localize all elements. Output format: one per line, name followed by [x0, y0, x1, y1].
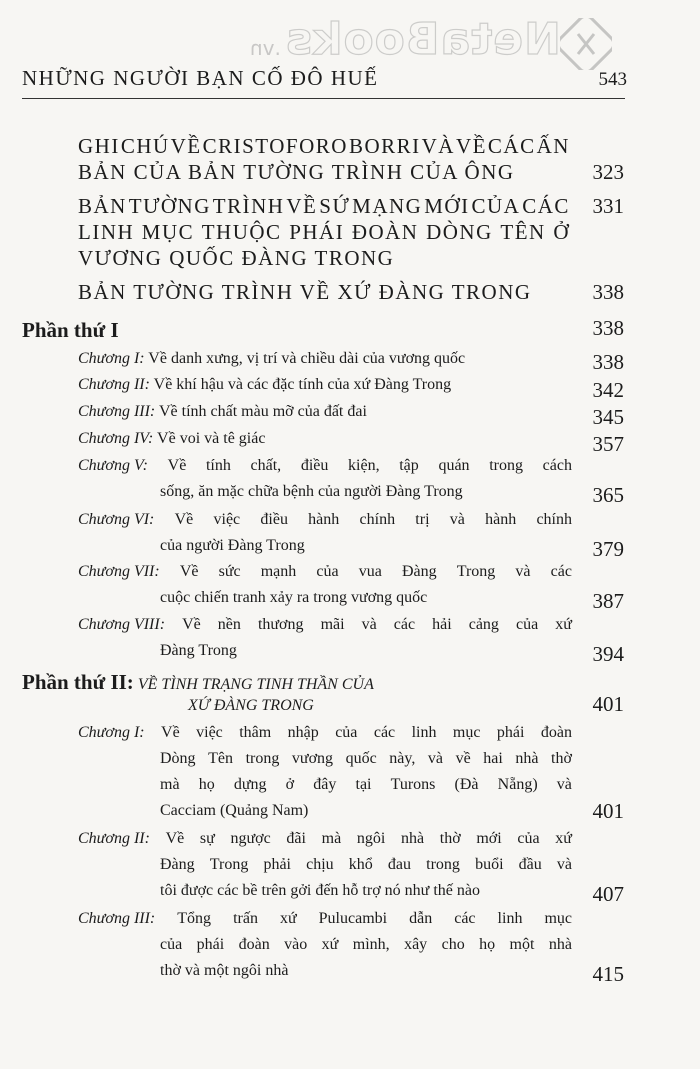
toc-chapter-line-1 [78, 457, 572, 475]
chapter-title: Về khí hậu và các đặc tính của xứ Đàng Trong [149, 376, 452, 393]
toc-word: sức [218, 563, 241, 580]
toc-word: các [454, 910, 476, 927]
toc-word: phái [196, 936, 225, 953]
toc-word: vua [358, 563, 382, 580]
toc-word: quốc [345, 750, 377, 767]
toc-word: MỚI [424, 194, 470, 218]
toc-word: CRISTOFORO [202, 134, 348, 158]
toc-word: của [517, 830, 540, 847]
toc-word: nhà [548, 936, 572, 953]
toc-word: CÁC [522, 194, 570, 218]
toc-word: nhập [287, 724, 319, 741]
toc-word: ngược [230, 830, 271, 847]
toc-word: trong [489, 457, 523, 474]
toc-word: thờ [551, 750, 572, 767]
toc-line-ghi-chu-2: BẢN CỦA BẢN TƯỜNG TRÌNH CỦA ÔNG [78, 160, 515, 184]
toc-line-ghi-chu-1 [78, 134, 570, 159]
toc-word: hành [308, 511, 340, 528]
chapter-title: Về danh xưng, vị trí và chiều dài của vương quốc [144, 350, 466, 367]
toc-word: sự [199, 830, 215, 847]
toc-word: mà [321, 830, 342, 847]
toc-word: ở [285, 776, 295, 793]
toc-word: linh [411, 724, 437, 741]
toc-word: BORRI [348, 134, 421, 158]
toc-chapter [78, 403, 367, 421]
toc-word: đãi [286, 830, 306, 847]
toc-word: đoàn [540, 724, 572, 741]
chapter-label: Chương II: [78, 830, 150, 847]
toc-word: THUỘC [201, 220, 282, 244]
toc-word: trong [426, 856, 460, 873]
header-rule [22, 98, 625, 99]
toc-word: của [160, 936, 183, 953]
toc-word: ĐOÀN [351, 220, 419, 244]
toc-word: Về [182, 616, 201, 633]
toc-chapter-line-1 [78, 563, 572, 581]
toc-page: 338 [592, 350, 624, 374]
toc-word: ẤN [536, 134, 570, 158]
toc-word: MẠNG [352, 194, 423, 218]
toc-word: các [393, 616, 416, 633]
toc-chapter [78, 430, 265, 448]
toc-line-ban-tuong-trinh: BẢN TƯỜNG TRÌNH VỀ XỨ ĐÀNG TRONG [78, 280, 532, 304]
toc-word: tính [205, 457, 231, 474]
toc-word: Tên [208, 750, 233, 767]
toc-word: Về [174, 511, 194, 528]
book-title: NHỮNG NGƯỜI BẠN CỐ ĐÔ HUẾ [22, 66, 379, 90]
toc-word: cách [542, 457, 572, 474]
toc-word: Về [167, 457, 187, 474]
toc-word: tại [355, 776, 372, 793]
toc-page: 394 [592, 642, 624, 666]
toc-word: Ở [553, 220, 570, 244]
toc-word: Dòng [160, 750, 196, 767]
toc-word: đầu [518, 856, 542, 873]
toc-word: tập [399, 457, 419, 474]
toc-page: 357 [592, 432, 624, 456]
toc-word: Tổng [177, 910, 212, 927]
toc-chapter-line-1 [78, 511, 572, 529]
chapter-label: Chương III: [78, 910, 156, 927]
toc-word: DÒNG [426, 220, 493, 244]
part-label: Phần thứ II: [22, 670, 134, 694]
toc-chapter-line-1 [78, 830, 572, 848]
toc-word: và [361, 616, 377, 633]
toc-word: mục [544, 910, 572, 927]
toc-word: việc [213, 511, 241, 528]
toc-word: xứ [321, 936, 339, 953]
toc-word: điều [300, 457, 329, 474]
toc-word: dẫn [409, 910, 433, 927]
chapter-label: Chương VIII: [78, 616, 166, 633]
toc-word: thờ [439, 830, 461, 847]
toc-word: SỨ [319, 194, 351, 218]
toc-page: 338 [592, 316, 624, 340]
toc-page: 365 [592, 483, 624, 507]
toc-word: VỀ [170, 134, 202, 158]
toc-chapter-line-2: Đàng Trong [160, 642, 237, 659]
toc-word: mà [160, 776, 180, 793]
toc-word: vào [284, 936, 308, 953]
toc-word: chất, [250, 457, 282, 474]
toc-word: dựng [233, 776, 267, 793]
toc-word: họ [198, 776, 215, 793]
toc-word: trong [245, 750, 280, 767]
toc-word: quán [438, 457, 470, 474]
toc-page: 387 [592, 589, 624, 613]
toc-word: Nẵng) [497, 776, 538, 793]
chapter-label: Chương IV: [78, 430, 154, 447]
toc-word: đau [387, 856, 412, 873]
toc-word: LINH [78, 220, 135, 244]
toc-word: mình, [352, 936, 390, 953]
toc-word: nhà [515, 750, 539, 767]
chapter-label: Chương V: [78, 457, 148, 474]
toc-chapter-line-2: sống, ăn mặc chữa bệnh của người Đàng Trong [160, 483, 463, 500]
toc-word: linh [497, 910, 523, 927]
toc-word: Turons [390, 776, 436, 793]
chapter-label: Chương VI: [78, 511, 155, 528]
toc-word: và [427, 750, 444, 767]
toc-word: đây [313, 776, 337, 793]
toc-word: và [556, 856, 572, 873]
chapter-title: Về voi và tê giác [153, 430, 266, 447]
toc-word: Đàng [401, 563, 437, 580]
toc-word: xây [404, 936, 428, 953]
toc-word: Về [161, 724, 180, 741]
toc-word: Pulucambi [318, 910, 388, 927]
chapter-label: Chương III: [78, 403, 156, 420]
toc-word: Đàng [160, 856, 195, 873]
toc-word: mới [476, 830, 502, 847]
toc-word: của [515, 616, 539, 633]
toc-word: vương [291, 750, 334, 767]
toc-word: chính [359, 511, 396, 528]
toc-word: mạnh [260, 563, 297, 580]
toc-word: và [515, 563, 531, 580]
toc-word: Về [179, 563, 199, 580]
toc-page: 338 [592, 280, 624, 304]
toc-word: phái [496, 724, 525, 741]
toc-word: hai [483, 750, 503, 767]
toc-page: 407 [592, 882, 624, 906]
toc-chapter-line-2: của người Đàng Trong [160, 537, 305, 554]
toc-word: về [455, 750, 471, 767]
chapter-label: Chương II: [78, 376, 150, 393]
chapter-label: Chương VII: [78, 563, 160, 580]
toc-word: TƯỜNG [128, 194, 211, 218]
toc-chapter-line-2 [160, 936, 572, 954]
toc-word: cho [441, 936, 465, 953]
toc-word: xứ [279, 910, 297, 927]
toc-word: CÁC [487, 134, 536, 158]
toc-chapter-line-1 [78, 616, 572, 634]
watermark-suffix: .vn [250, 36, 281, 60]
toc-word: phải [263, 856, 291, 873]
running-header [22, 66, 627, 91]
toc-page: 401 [592, 692, 624, 716]
toc-page: 415 [592, 962, 624, 986]
toc-chapter [78, 350, 465, 368]
toc-chapter [78, 376, 451, 394]
part-title: VỀ TÌNH TRẠNG TINH THẦN CỦA [137, 676, 374, 693]
toc-part-2-title-2: XỨ ĐÀNG TRONG [188, 697, 314, 714]
toc-word: nền [217, 616, 241, 633]
toc-word: đoàn [238, 936, 270, 953]
toc-word: GHI [78, 134, 120, 158]
toc-word: PHÁI [289, 220, 345, 244]
chapter-title: Về tính chất màu mỡ của đất đai [155, 403, 367, 420]
toc-word: mãi [320, 616, 345, 633]
watermark-book-icon [560, 18, 612, 70]
toc-word: CỦA [471, 194, 521, 218]
toc-page: 379 [592, 537, 624, 561]
toc-page: 345 [592, 405, 624, 429]
toc-word: Trong [456, 563, 496, 580]
toc-word: TÊN [500, 220, 546, 244]
toc-word: và [556, 776, 572, 793]
toc-word: ngôi [356, 830, 386, 847]
toc-word: cảng [468, 616, 499, 633]
toc-word: của [316, 563, 339, 580]
toc-word: một [509, 936, 535, 953]
toc-word: các [373, 724, 396, 741]
toc-word: VỀ [455, 134, 487, 158]
toc-word: việc [196, 724, 223, 741]
toc-line-su-mang-1 [78, 194, 570, 219]
toc-word: kiện, [348, 457, 380, 474]
chapter-label: Chương I: [78, 724, 145, 741]
toc-word: và [449, 511, 465, 528]
toc-part-2 [22, 670, 374, 695]
toc-word: trị [415, 511, 430, 528]
toc-word: nhà [400, 830, 425, 847]
toc-page: 342 [592, 378, 624, 402]
toc-line-su-mang-2 [78, 220, 570, 245]
toc-page: 331 [592, 194, 624, 218]
toc-word: của [335, 724, 358, 741]
toc-word: chịu [306, 856, 334, 873]
toc-chapter-line-1 [78, 910, 572, 928]
toc-page: 401 [592, 799, 624, 823]
toc-chapter-line-1 [78, 724, 572, 742]
toc-word: khổ [348, 856, 373, 873]
toc-word: trấn [233, 910, 258, 927]
toc-word: Về [165, 830, 185, 847]
chapter-label: Chương I: [78, 350, 145, 367]
toc-chapter-line-3 [160, 776, 572, 794]
toc-word: xứ [555, 830, 572, 847]
toc-chapter-line-3: tôi được các bề trên gởi đến hỗ trợ nó như thế nào [160, 882, 480, 899]
watermark-logo-text: NetaBooks [285, 14, 561, 65]
toc-word: thâm [239, 724, 272, 741]
toc-word: Trong [209, 856, 249, 873]
toc-word: MỤC [141, 220, 195, 244]
toc-word: buổi [475, 856, 504, 873]
toc-word: điều [260, 511, 288, 528]
toc-word: chính [536, 511, 572, 528]
toc-word: hải [432, 616, 452, 633]
toc-chapter-line-4: Cacciam (Quảng Nam) [160, 802, 309, 819]
toc-word: mục [452, 724, 481, 741]
toc-word: thương [257, 616, 304, 633]
toc-word: CHÚ [120, 134, 170, 158]
toc-chapter-line-2 [160, 750, 572, 768]
toc-word: VÀ [421, 134, 455, 158]
toc-page: 323 [592, 160, 624, 184]
toc-part-1: Phần thứ I [22, 318, 119, 342]
toc-word: xứ [555, 616, 572, 633]
toc-word: VỀ [286, 194, 318, 218]
toc-chapter-line-2 [160, 856, 572, 874]
toc-word: BẢN [78, 194, 127, 218]
toc-word: (Đà [454, 776, 479, 793]
toc-chapter-line-3: thờ và một ngôi nhà [160, 962, 289, 979]
toc-word: TRÌNH [212, 194, 285, 218]
toc-word: này, [389, 750, 416, 767]
toc-chapter-line-2: cuộc chiến tranh xảy ra trong vương quốc [160, 589, 428, 606]
toc-word: họ [479, 936, 496, 953]
page-number: 543 [598, 69, 627, 90]
toc-word: các [550, 563, 572, 580]
toc-line-su-mang-3: VƯƠNG QUỐC ĐÀNG TRONG [78, 246, 395, 270]
toc-word: hành [485, 511, 517, 528]
